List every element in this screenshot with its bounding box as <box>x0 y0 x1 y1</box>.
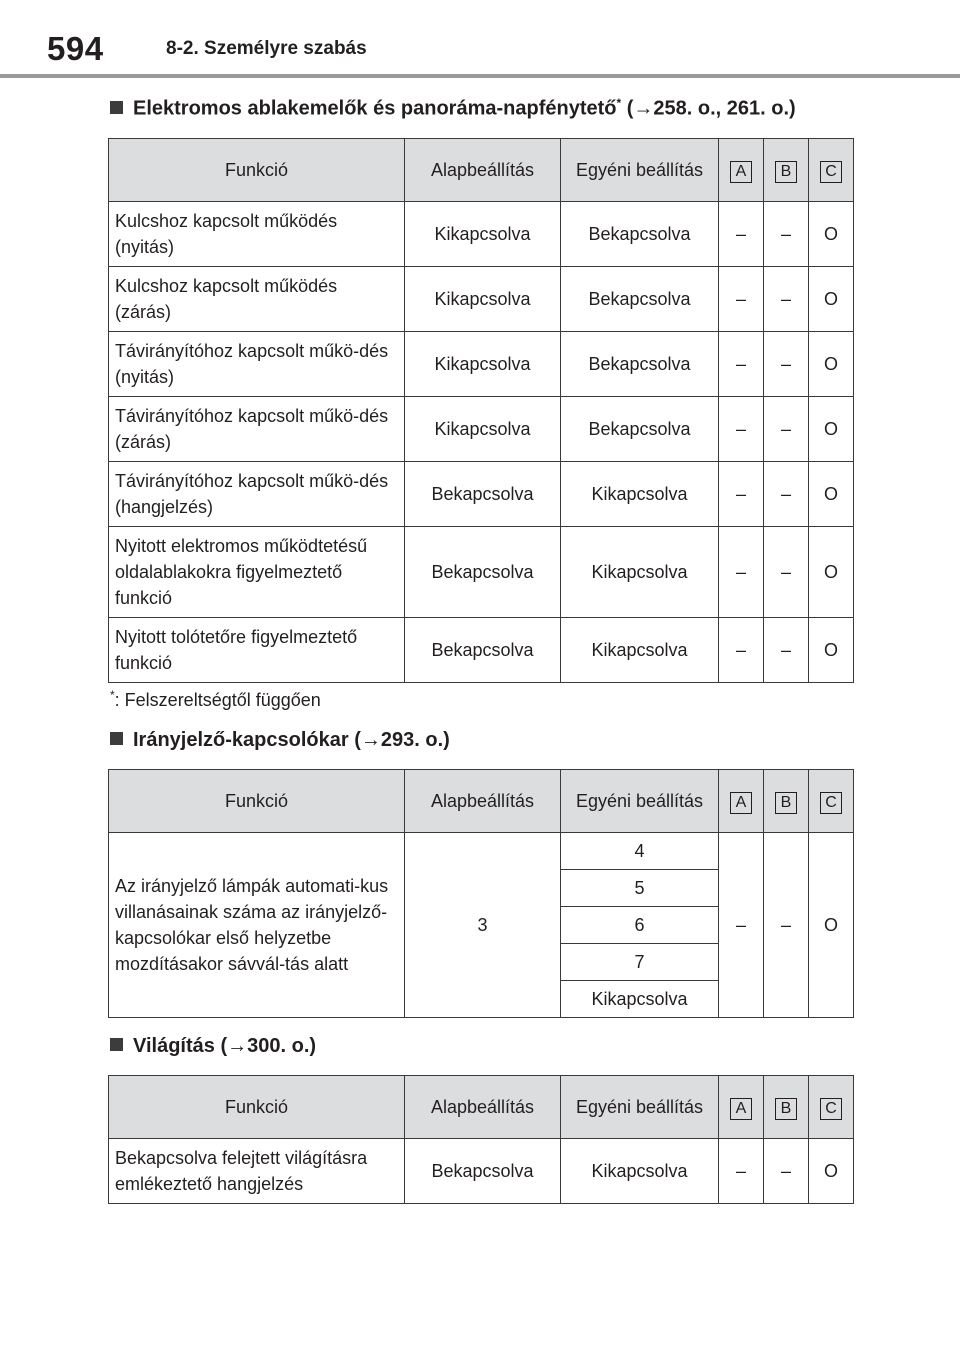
lighting-table <box>108 1075 854 1204</box>
table-row <box>109 1139 854 1204</box>
col-c-cell: O <box>809 202 854 267</box>
col-header-custom: Egyéni beállítás <box>561 139 719 202</box>
col-a-cell: – <box>719 397 764 462</box>
table-header-row <box>109 1076 854 1139</box>
page-header <box>0 0 960 80</box>
col-b-cell: – <box>764 202 809 267</box>
col-b-cell: – <box>764 332 809 397</box>
custom-cell: Bekapcsolva <box>561 202 719 267</box>
custom-cell: Kikapcsolva <box>561 618 719 683</box>
col-header-c: C <box>809 770 854 833</box>
power-windows-table <box>108 138 854 683</box>
custom-cell: Bekapcsolva <box>561 332 719 397</box>
bullet-square-icon <box>110 732 123 745</box>
default-cell: Kikapcsolva <box>405 267 561 332</box>
col-c-cell: O <box>809 527 854 618</box>
custom-option-cell: 7 <box>561 944 719 981</box>
col-header-function: Funkció <box>109 770 405 833</box>
col-b-cell: – <box>764 1139 809 1204</box>
section-heading-power-windows: Elektromos ablakemelők és panoráma-napfénytető* (→258. o., 261. o.) <box>110 96 796 121</box>
function-cell: Kulcshoz kapcsolt működés (nyitás) <box>109 202 405 267</box>
col-a-cell: – <box>719 462 764 527</box>
col-header-a: A <box>719 1076 764 1139</box>
turn-signal-table <box>108 769 854 1018</box>
col-a-cell: – <box>719 1139 764 1204</box>
default-cell: Kikapcsolva <box>405 397 561 462</box>
custom-cell: Kikapcsolva <box>561 1139 719 1204</box>
bullet-square-icon <box>110 1038 123 1051</box>
table-row <box>109 267 854 332</box>
table-row <box>109 618 854 683</box>
table-header-row <box>109 770 854 833</box>
col-c-cell: O <box>809 332 854 397</box>
col-header-function: Funkció <box>109 1076 405 1139</box>
col-c-cell: O <box>809 267 854 332</box>
col-c-cell: O <box>809 397 854 462</box>
default-cell: Bekapcsolva <box>405 618 561 683</box>
function-cell: Távirányítóhoz kapcsolt műkö-dés (zárás) <box>109 397 405 462</box>
default-cell: Bekapcsolva <box>405 527 561 618</box>
col-c-cell: O <box>809 1139 854 1204</box>
default-cell: 3 <box>405 833 561 1018</box>
col-c-cell: O <box>809 618 854 683</box>
table-row <box>109 202 854 267</box>
col-header-a: A <box>719 770 764 833</box>
table-row <box>109 833 854 870</box>
function-cell: Kulcshoz kapcsolt működés (zárás) <box>109 267 405 332</box>
default-cell: Bekapcsolva <box>405 1139 561 1204</box>
col-b-cell: – <box>764 267 809 332</box>
section-heading-lighting: Világítás (→300. o.) <box>110 1035 316 1058</box>
function-cell: Nyitott tolótetőre figyelmeztető funkció <box>109 618 405 683</box>
col-header-default: Alapbeállítás <box>405 770 561 833</box>
default-cell: Bekapcsolva <box>405 462 561 527</box>
col-header-b: B <box>764 139 809 202</box>
function-cell: Távirányítóhoz kapcsolt műkö-dés (nyitás) <box>109 332 405 397</box>
col-b-cell: – <box>764 527 809 618</box>
header-divider <box>0 74 960 78</box>
function-cell: Az irányjelző lámpák automati-kus villanásainak száma az irányjelző-kapcsolókar első helyzetbe mozdításakor sávvál-tás alatt <box>109 833 405 1018</box>
custom-option-cell: 4 <box>561 833 719 870</box>
custom-cell: Bekapcsolva <box>561 397 719 462</box>
col-b-cell: – <box>764 462 809 527</box>
default-cell: Kikapcsolva <box>405 202 561 267</box>
col-a-cell: – <box>719 527 764 618</box>
custom-option-cell: 5 <box>561 870 719 907</box>
col-header-b: B <box>764 1076 809 1139</box>
function-cell: Nyitott elektromos működtetésű oldalablakokra figyelmeztető funkció <box>109 527 405 618</box>
default-cell: Kikapcsolva <box>405 332 561 397</box>
section-heading-turn-signal: Irányjelző-kapcsolókar (→293. o.) <box>110 729 450 752</box>
custom-cell: Bekapcsolva <box>561 267 719 332</box>
table-row <box>109 527 854 618</box>
table-row <box>109 397 854 462</box>
col-header-c: C <box>809 1076 854 1139</box>
col-a-cell: – <box>719 332 764 397</box>
col-header-default: Alapbeállítás <box>405 1076 561 1139</box>
col-header-a: A <box>719 139 764 202</box>
col-b-cell: – <box>764 397 809 462</box>
chapter-title: 8-2. Személyre szabás <box>166 38 367 59</box>
page-number: 594 <box>47 30 104 67</box>
col-a-cell: – <box>719 833 764 1018</box>
custom-option-cell: 6 <box>561 907 719 944</box>
col-c-cell: O <box>809 462 854 527</box>
col-b-cell: – <box>764 833 809 1018</box>
function-cell: Bekapcsolva felejtett világításra emlékeztető hangjelzés <box>109 1139 405 1204</box>
col-a-cell: – <box>719 202 764 267</box>
col-a-cell: – <box>719 267 764 332</box>
col-c-cell: O <box>809 833 854 1018</box>
table-header-row <box>109 139 854 202</box>
col-header-b: B <box>764 770 809 833</box>
col-header-default: Alapbeállítás <box>405 139 561 202</box>
table-row <box>109 462 854 527</box>
custom-cell: Kikapcsolva <box>561 462 719 527</box>
bullet-square-icon <box>110 101 123 114</box>
footnote: *: Felszereltségtől függően <box>110 688 321 710</box>
custom-cell: Kikapcsolva <box>561 527 719 618</box>
col-a-cell: – <box>719 618 764 683</box>
col-header-function: Funkció <box>109 139 405 202</box>
table-row <box>109 332 854 397</box>
col-b-cell: – <box>764 618 809 683</box>
col-header-c: C <box>809 139 854 202</box>
function-cell: Távirányítóhoz kapcsolt műkö-dés (hangjelzés) <box>109 462 405 527</box>
custom-option-cell: Kikapcsolva <box>561 981 719 1018</box>
col-header-custom: Egyéni beállítás <box>561 1076 719 1139</box>
col-header-custom: Egyéni beállítás <box>561 770 719 833</box>
